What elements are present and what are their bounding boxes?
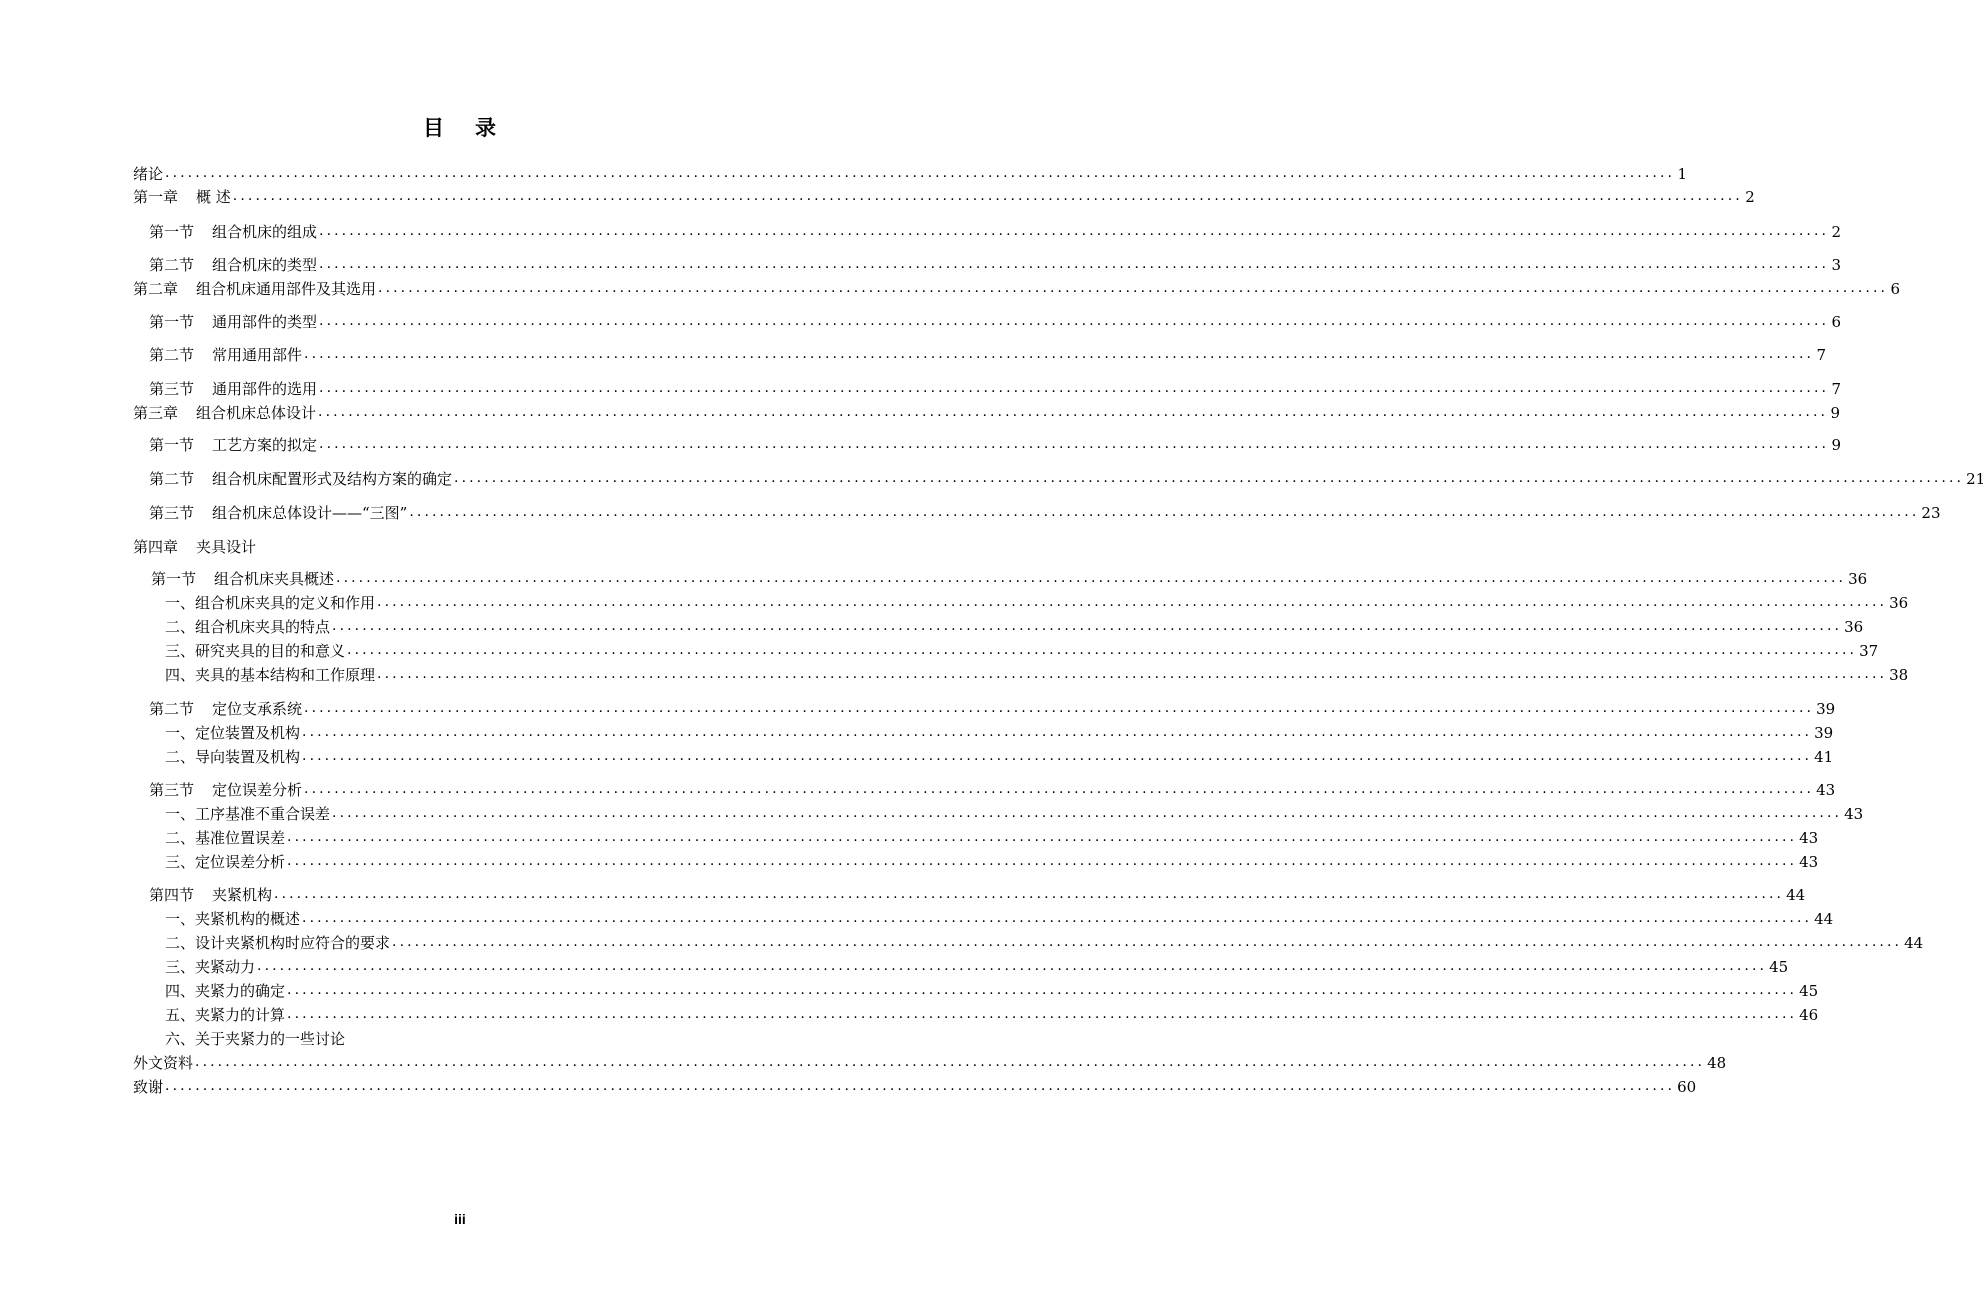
toc-entry-label — [151, 569, 334, 589]
toc-entry[interactable] — [149, 780, 1836, 800]
toc-entry-page: 36 — [1889, 594, 1909, 612]
toc-entry[interactable] — [165, 852, 1819, 872]
toc-leader-dots: ........................................................................................................................................................................................................ — [165, 1078, 1676, 1094]
toc-entry[interactable] — [165, 981, 1819, 1001]
toc-entry[interactable] — [149, 379, 1842, 399]
toc-leader-dots: ........................................................................................................................................................................................................ — [332, 805, 1843, 821]
toc-entry-number: 一、定位装置及机构 — [165, 724, 301, 742]
toc-entry-page: 60 — [1677, 1078, 1697, 1096]
toc-entry-number: 第一节 — [149, 313, 195, 331]
toc-entry-page: 44 — [1904, 934, 1924, 952]
toc-entry-label — [133, 279, 376, 299]
toc-entry-number: 二、导向装置及机构 — [165, 748, 301, 766]
toc-entry-number: 第二节 — [149, 346, 195, 364]
page-number: iii — [454, 1211, 466, 1227]
toc-entry[interactable] — [133, 279, 1901, 299]
toc-entry-title: 夹紧机构 — [212, 886, 273, 904]
toc-entry-number: 二、基准位置误差 — [165, 829, 286, 847]
toc-entry[interactable] — [165, 957, 1789, 977]
toc-entry-label — [133, 164, 163, 184]
toc-leader-dots: ........................................................................................................................................................................................................ — [257, 958, 1768, 974]
toc-entry[interactable] — [149, 469, 1985, 489]
toc-entry-label — [133, 187, 231, 207]
toc-entry-label — [149, 503, 407, 523]
toc-entry-label — [149, 312, 317, 332]
toc-entry-title: 工艺方案的拟定 — [212, 436, 318, 454]
toc-entry-title: 定位误差分析 — [212, 781, 303, 799]
toc-entry-label — [133, 1077, 163, 1097]
toc-entry-title: 组合机床夹具概述 — [214, 570, 335, 588]
toc-entry-label — [133, 1053, 193, 1073]
toc-entry-title: 常用通用部件 — [212, 346, 303, 364]
toc-leader-dots: ........................................................................................................................................................................................................ — [392, 934, 1903, 950]
toc-entry-number: 第三节 — [149, 781, 195, 799]
toc-entry-page: 44 — [1814, 910, 1834, 928]
toc-entry-number: 第三节 — [149, 380, 195, 398]
toc-entry-number: 绪论 — [133, 165, 164, 183]
toc-entry[interactable] — [133, 1077, 1697, 1097]
toc-entry-number: 第二章 — [133, 280, 179, 298]
toc-entry-page: 46 — [1799, 1006, 1819, 1024]
toc-entry[interactable] — [149, 345, 1827, 365]
toc-entry[interactable] — [149, 699, 1836, 719]
toc-leader-dots: ........................................................................................................................................................................................................ — [302, 910, 1813, 926]
toc-entry-number: 第二节 — [149, 256, 195, 274]
toc-leader-dots: ........................................................................................................................................................................................................ — [377, 594, 1888, 610]
toc-entry-label — [149, 885, 272, 905]
toc-leader-dots: ........................................................................................................................................................................................................ — [302, 748, 1813, 764]
toc-entry-page: 36 — [1848, 570, 1868, 588]
toc-entry-page: 1 — [1677, 165, 1688, 183]
toc-entry-page: 6 — [1890, 280, 1901, 298]
toc-entry[interactable] — [133, 537, 809, 557]
toc-entry[interactable] — [133, 1053, 1727, 1073]
toc-entry-number: 第四节 — [149, 886, 195, 904]
toc-entry-page: 2 — [1745, 188, 1755, 206]
toc-entry-label — [165, 1029, 345, 1049]
toc-entry-title: 组合机床总体设计 — [196, 404, 317, 422]
toc-entry-number: 二、设计夹紧机构时应符合的要求 — [165, 934, 391, 952]
toc-entry-title: 通用部件的选用 — [212, 380, 318, 398]
toc-entry-label — [165, 933, 390, 953]
toc-entry[interactable] — [165, 617, 1864, 637]
toc-entry-number: 二、组合机床夹具的特点 — [165, 618, 331, 636]
toc-entry-label — [133, 403, 316, 423]
toc-entry[interactable] — [151, 569, 1868, 589]
toc-entry[interactable] — [149, 255, 1842, 275]
toc-entry-number: 六、关于夹紧力的一些讨论 — [165, 1030, 346, 1048]
toc-entry[interactable] — [165, 1005, 1819, 1025]
toc-entry-label — [165, 1005, 285, 1025]
toc-entry-label — [149, 435, 317, 455]
toc-entry-label — [149, 379, 317, 399]
toc-entry[interactable] — [149, 222, 1842, 242]
toc-entry-label — [165, 981, 285, 1001]
toc-leader-dots: ........................................................................................................................................................................................................ — [165, 165, 1676, 181]
toc-entry-label — [165, 641, 345, 661]
toc-entry-label — [165, 828, 285, 848]
toc-entry-label — [165, 665, 375, 685]
toc-entry-page: 9 — [1831, 436, 1842, 454]
toc-entry-title: 夹具设计 — [196, 538, 257, 556]
toc-entry-label — [165, 909, 300, 929]
toc-leader-dots: ........................................................................................................................................................................................................ — [274, 886, 1785, 902]
toc-entry-page: 2 — [1831, 223, 1842, 241]
toc-entry-number: 四、夹具的基本结构和工作原理 — [165, 666, 376, 684]
toc-entry-number: 第一节 — [149, 436, 195, 454]
toc-entry[interactable] — [165, 909, 1834, 929]
toc-leader-dots: ........................................................................................................................................................................................................ — [304, 346, 1815, 362]
toc-entry-number: 致谢 — [133, 1078, 164, 1096]
toc-leader-dots: ........................................................................................................................................................................................................ — [319, 256, 1830, 272]
toc-entry[interactable] — [165, 804, 1864, 824]
toc-entry-number: 三、研究夹具的目的和意义 — [165, 642, 346, 660]
toc-entry[interactable] — [149, 312, 1842, 332]
toc-entry-label — [165, 723, 300, 743]
toc-entry-label — [165, 804, 330, 824]
toc-leader-dots: ........................................................................................................................................................................................................ — [409, 504, 1920, 520]
title-char-2: 录 — [475, 115, 497, 140]
toc-leader-dots: ........................................................................................................................................................................................................ — [304, 781, 1815, 797]
toc-entry-number: 三、定位误差分析 — [165, 853, 286, 871]
toc-entry-number: 一、组合机床夹具的定义和作用 — [165, 594, 376, 612]
toc-entry[interactable] — [133, 164, 1688, 184]
toc-leader-dots: ........................................................................................................................................................................................................ — [287, 1006, 1798, 1022]
toc-entry[interactable] — [149, 503, 1941, 523]
toc-entry-label — [165, 747, 300, 767]
toc-entry-page: 43 — [1799, 829, 1819, 847]
toc-entry-page: 6 — [1831, 313, 1842, 331]
toc-entry[interactable] — [165, 747, 1834, 767]
toc-leader-dots: ........................................................................................................................................................................................................ — [287, 853, 1798, 869]
toc-entry-number: 第三章 — [133, 404, 179, 422]
toc-leader-dots: ........................................................................................................................................................................................................ — [332, 618, 1843, 634]
toc-entry[interactable] — [165, 1029, 809, 1049]
toc-entry-page: 9 — [1830, 404, 1841, 422]
title-char-1: 目 — [423, 115, 445, 140]
toc-leader-dots: ........................................................................................................................................................................................................ — [318, 404, 1829, 420]
toc-entry-number: 三、夹紧动力 — [165, 958, 256, 976]
toc-entry-label — [165, 852, 285, 872]
toc-entry-page: 3 — [1831, 256, 1842, 274]
toc-entry-label — [165, 957, 255, 977]
toc-entry[interactable] — [165, 593, 1909, 613]
toc-entry-page: 21 — [1966, 470, 1985, 488]
toc-entry[interactable] — [133, 187, 1755, 207]
toc-entry-page: 7 — [1816, 346, 1827, 364]
toc-entry-number: 第二节 — [149, 700, 195, 718]
toc-entry-title: 通用部件的类型 — [212, 313, 318, 331]
toc-entry-number: 外文资料 — [133, 1054, 194, 1072]
toc-entry-title: 组合机床配置形式及结构方案的确定 — [212, 470, 453, 488]
toc-entry-label — [149, 699, 302, 719]
toc-entry-number: 第一节 — [149, 223, 195, 241]
toc-entry-label — [149, 469, 452, 489]
toc-entry-page: 37 — [1859, 642, 1879, 660]
toc-entry[interactable] — [165, 641, 1879, 661]
toc-entry-page: 43 — [1844, 805, 1864, 823]
toc-entry-page: 39 — [1814, 724, 1834, 742]
toc-entry-page: 41 — [1814, 748, 1834, 766]
toc-entry[interactable] — [165, 828, 1819, 848]
toc-entry-number: 第二节 — [149, 470, 195, 488]
toc-entry-number: 一、工序基准不重合误差 — [165, 805, 331, 823]
toc-entry[interactable] — [149, 885, 1806, 905]
toc-leader-dots: ........................................................................................................................................................................................................ — [347, 642, 1858, 658]
toc-entry-page: 43 — [1799, 853, 1819, 871]
toc-entry-page: 23 — [1921, 504, 1941, 522]
toc-leader-dots: ........................................................................................................................................................................................................ — [287, 829, 1798, 845]
toc-leader-dots: ........................................................................................................................................................................................................ — [377, 666, 1888, 682]
toc-leader-dots: ........................................................................................................................................................................................................ — [304, 700, 1815, 716]
toc-entry-title: 组合机床总体设计——“三图” — [212, 504, 408, 522]
toc-entry-number: 第三节 — [149, 504, 195, 522]
toc-entry-page: 36 — [1844, 618, 1864, 636]
toc-entry-title: 定位支承系统 — [212, 700, 303, 718]
toc-entry-label — [165, 593, 375, 613]
toc-entry-number: 五、夹紧力的计算 — [165, 1006, 286, 1024]
toc-leader-dots: ........................................................................................................................................................................................................ — [319, 313, 1830, 329]
toc-entry-page: 39 — [1816, 700, 1836, 718]
toc-entry-title: 组合机床的类型 — [212, 256, 318, 274]
toc-entry-title: 概 述 — [196, 188, 231, 206]
toc-leader-dots: ........................................................................................................................................................................................................ — [378, 280, 1889, 296]
toc-entry-page: 44 — [1786, 886, 1806, 904]
toc-entry[interactable] — [165, 933, 1924, 953]
toc-leader-dots: ........................................................................................................................................................................................................ — [319, 223, 1830, 239]
toc-entry-number: 一、夹紧机构的概述 — [165, 910, 301, 928]
toc-leader-dots: ........................................................................................................................................................................................................ — [319, 436, 1830, 452]
toc-entry-label — [149, 780, 302, 800]
toc-entry[interactable] — [149, 435, 1842, 455]
toc-entry-title: 组合机床通用部件及其选用 — [196, 280, 377, 298]
toc-entry[interactable] — [165, 723, 1834, 743]
toc-leader-dots: ........................................................................................................................................................................................................ — [287, 982, 1798, 998]
toc-entry-page: 45 — [1799, 982, 1819, 1000]
toc-entry-label — [165, 617, 330, 637]
toc-leader-dots: ........................................................................................................................................................................................................ — [454, 470, 1965, 486]
toc-leader-dots: ........................................................................................................................................................................................................ — [302, 724, 1813, 740]
toc-leader-dots: ........................................................................................................................................................................................................ — [319, 380, 1830, 396]
toc-entry-page: 45 — [1769, 958, 1789, 976]
toc-entry-page: 43 — [1816, 781, 1836, 799]
toc-entry-number: 四、夹紧力的确定 — [165, 982, 286, 1000]
toc-leader-dots: ........................................................................................................................................................................................................ — [232, 188, 1743, 204]
toc-entry-number: 第四章 — [133, 538, 179, 556]
toc-entry-page: 48 — [1707, 1054, 1727, 1072]
toc-entry-page: 7 — [1831, 380, 1842, 398]
toc-entry-number: 第一章 — [133, 188, 179, 206]
toc-entry-title: 组合机床的组成 — [212, 223, 318, 241]
toc-entry-label — [149, 222, 317, 242]
toc-entry-page: 38 — [1889, 666, 1909, 684]
toc-leader-dots: ........................................................................................................................................................................................................ — [195, 1054, 1706, 1070]
toc-entry-number: 第一节 — [151, 570, 197, 588]
toc-entry[interactable] — [165, 665, 1909, 685]
toc-entry-label — [149, 345, 302, 365]
toc-entry[interactable] — [133, 403, 1841, 423]
toc-leader-dots: ........................................................................................................................................................................................................ — [336, 570, 1847, 586]
toc-entry-label — [149, 255, 317, 275]
toc-entry-label — [133, 537, 256, 557]
